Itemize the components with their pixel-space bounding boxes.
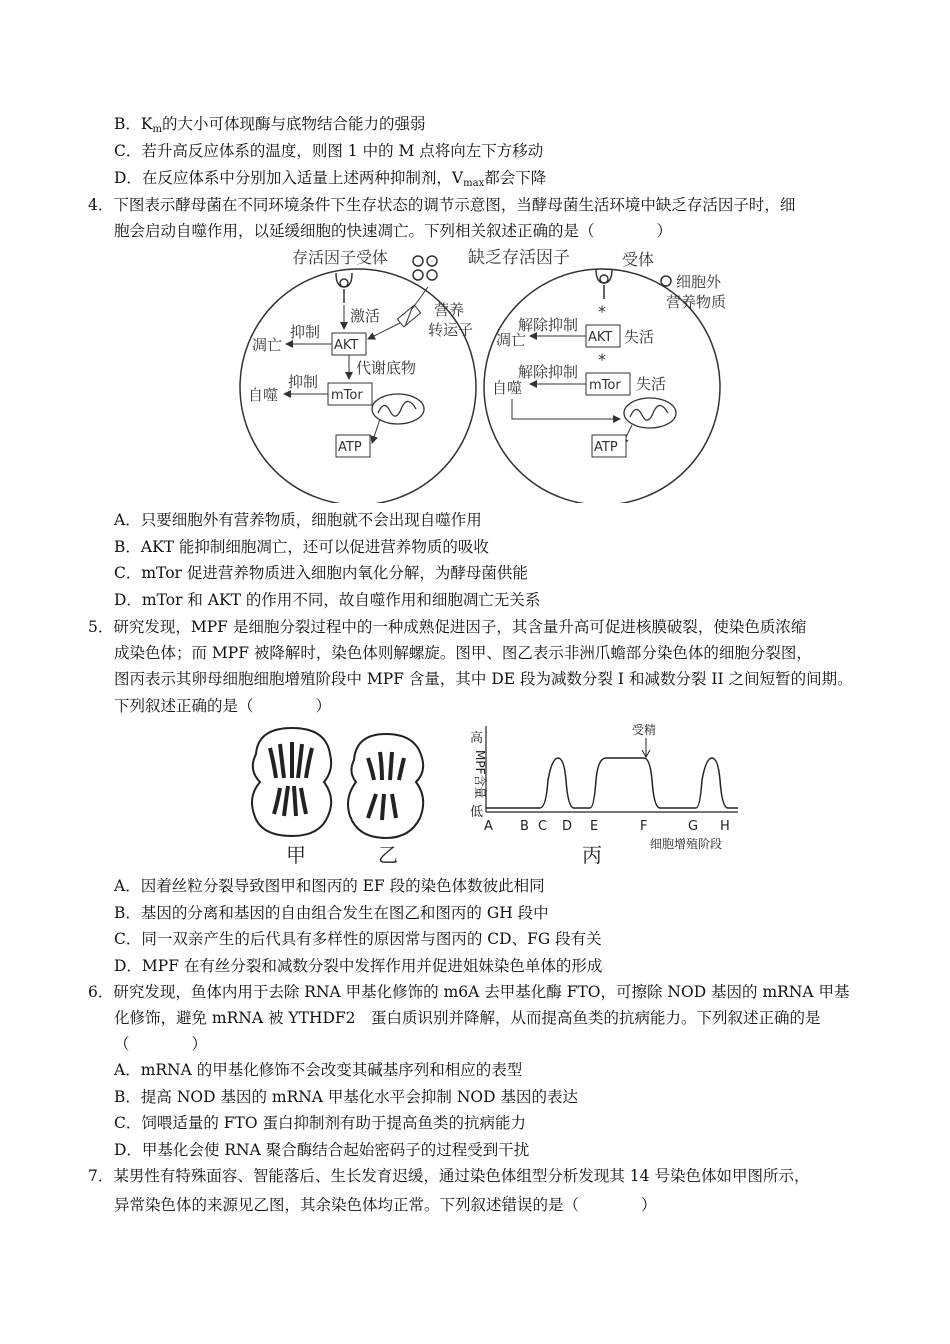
right-star-2: * — [598, 350, 606, 369]
q5-stem-line2: 成染色体；而 MPF 被降解时，染色体则解螺旋。图甲、图乙表示非洲爪蟾部分染色体的细胞分裂图， — [114, 644, 812, 662]
nutrient-transporter-icon — [397, 305, 420, 327]
cell-jia-drawing — [252, 728, 331, 836]
left-transporter-label-2: 转运子 — [428, 321, 474, 339]
q3-option-c[interactable]: C．若升高反应体系的温度，则图 1 中的 M 点将向左下方移动 — [114, 142, 544, 160]
left-inhibit-autophagy: 抑制 — [288, 373, 319, 391]
x-tick-C: C — [538, 819, 548, 834]
fertilization-label: 受精 — [632, 723, 657, 737]
x-tick-A: A — [484, 819, 493, 834]
q5-option-d[interactable]: D．MPF 在有丝分裂和减数分裂中发挥作用并促进姐妹染色单体的形成 — [114, 957, 603, 975]
label-jia: 甲 — [286, 843, 306, 867]
q5-option-a[interactable]: A．因着丝粒分裂导致图甲和图丙的 EF 段的染色体数彼此相同 — [114, 877, 545, 895]
label-yi: 乙 — [378, 843, 398, 867]
x-tick-E: E — [590, 819, 599, 834]
q5-option-b[interactable]: B．基因的分离和基因的自由组合发生在图乙和图丙的 GH 段中 — [114, 904, 549, 922]
q6-stem-line1: 6．研究发现，鱼体内用于去除 RNA 甲基化修饰的 m6A 去甲基化酶 FTO，可擦除 NOD 基因的 mRNA 甲基 — [88, 983, 850, 1001]
right-mtor-inactive: 失活 — [636, 375, 667, 393]
q6-option-d[interactable]: D．甲基化会使 RNA 聚合酶结合起始密码子的过程受到干扰 — [114, 1141, 530, 1159]
left-autophagy-label: 自噬 — [248, 386, 279, 404]
x-axis-label: 细胞增殖阶段 — [650, 837, 723, 851]
left-activate-label: 激活 — [350, 307, 381, 325]
q6-option-c[interactable]: C．饲喂适量的 FTO 蛋白抑制剂有助于提高鱼类的抗病能力 — [114, 1114, 527, 1132]
q3-option-d[interactable]: D．在反应体系中分别加入适量上述两种抑制剂，$V_{max}$都会下降 — [114, 169, 547, 189]
q5-stem-line3: 图丙表示其卵母细胞细胞增殖阶段中 MPF 含量，其中 DE 段为减数分裂 I 和减数分裂 II 之间短暂的间期。 — [114, 670, 853, 688]
right-title: 缺乏存活因子 — [468, 248, 570, 268]
q4-stem-line2: 胞会启动自噬作用，以延缓细胞的快速凋亡。下列相关叙述正确的是（ ） — [114, 222, 673, 240]
outside-nutrient-icon — [661, 276, 671, 286]
q4-option-c[interactable]: C．mTor 促进营养物质进入细胞内氧化分解，为酵母菌供能 — [114, 564, 528, 582]
right-akt-label: AKT — [588, 330, 613, 345]
right-star-1: * — [598, 302, 606, 321]
q4-option-a[interactable]: A．只要细胞外有营养物质，细胞就不会出现自噬作用 — [114, 511, 482, 529]
right-mtor-label: mTor — [589, 378, 621, 393]
q6-option-a[interactable]: A．mRNA 的甲基化修饰不会改变其碱基序列和相应的表型 — [114, 1061, 523, 1079]
y-high-label: 高 — [470, 731, 484, 746]
right-apoptosis-label: 凋亡 — [496, 331, 527, 349]
mpf-series-line — [486, 758, 738, 808]
mpf-chart — [470, 722, 738, 851]
right-mitochondrion-icon — [624, 398, 676, 428]
q5-stem-line1: 5．研究发现，MPF 是细胞分裂过程中的一种成熟促进因子，其含量升高可促进核膜破裂，使染色质浓缩 — [88, 618, 807, 636]
emphasis-word: · · 错误 — [502, 1196, 533, 1214]
right-autophagy-label: 自噬 — [492, 379, 523, 397]
q5-option-c[interactable]: C．同一双亲产生的后代具有多样性的原因常与图丙的 CD、FG 段有关 — [114, 930, 602, 948]
q4-stem-line1: 4．下图表示酵母菌在不同环境条件下生存状态的调节示意图，当酵母菌生活环境中缺乏存活因子时，细 — [88, 196, 796, 214]
right-relieve-apoptosis: 解除抑制 — [518, 316, 579, 334]
left-akt-label: AKT — [334, 338, 359, 353]
q7-stem-line2: 异常染色体的来源见乙图，其余染色体均正常。下列叙述· · 错误的是（ ） — [114, 1195, 657, 1215]
q3-option-b[interactable]: B．$K_m$的大小可体现酶与底物结合能力的强弱 — [114, 115, 426, 135]
cell-yi-drawing — [348, 734, 423, 838]
receptor-icon — [336, 273, 352, 303]
y-axis-label: MPF含量 — [473, 750, 487, 799]
left-metabolite-label: 代谢底物 — [356, 359, 417, 377]
y-low-label: 低 — [470, 805, 484, 820]
q4-figure-yeast-regulation — [230, 243, 750, 503]
x-tick-G: G — [688, 819, 699, 834]
q4-option-d[interactable]: D．mTor 和 AKT 的作用不同，故自噬作用和细胞凋亡无关系 — [114, 591, 541, 609]
outside-nutrient-label-1: 细胞外 — [676, 273, 722, 291]
x-tick-B: B — [520, 819, 529, 834]
left-atp-label: ATP — [338, 440, 362, 455]
left-inhibit-apoptosis: 抑制 — [290, 323, 321, 341]
left-apoptosis-label: 凋亡 — [252, 336, 283, 354]
right-relieve-autophagy: 解除抑制 — [518, 363, 579, 381]
q6-stem-line3: （ ） — [114, 1035, 208, 1053]
right-receptor-label: 受体 — [622, 250, 655, 269]
q6-option-b[interactable]: B．提高 NOD 基因的 mRNA 甲基化水平会抑制 NOD 基因的表达 — [114, 1088, 578, 1106]
right-receptor-icon — [596, 269, 612, 299]
q5-figure-cell-division — [240, 720, 770, 870]
left-receptor-title: 存活因子受体 — [292, 248, 389, 267]
x-tick-F: F — [640, 819, 648, 834]
left-transporter-label-1: 营养 — [434, 301, 465, 319]
label-bing: 丙 — [582, 843, 602, 867]
q7-stem-line1: 7．某男性有特殊面容、智能落后、生长发育迟缓，通过染色体组型分析发现其 14 号染色体如甲图所示， — [88, 1167, 810, 1185]
x-tick-H: H — [720, 819, 730, 834]
right-akt-inactive: 失活 — [624, 328, 655, 346]
outside-nutrient-label-2: 营养物质 — [666, 293, 727, 311]
left-mtor-label: mTor — [331, 388, 363, 403]
right-atp-label: ATP — [594, 440, 618, 455]
nutrient-particles-icon — [413, 256, 437, 280]
q6-stem-line2: 化修饰，避免 mRNA 被 YTHDF2 蛋白质识别并降解，从而提高鱼类的抗病能力。下列叙述正确的是 — [114, 1009, 821, 1027]
x-tick-D: D — [562, 819, 573, 834]
q4-option-b[interactable]: B．AKT 能抑制细胞凋亡，还可以促进营养物质的吸收 — [114, 538, 489, 556]
q5-stem-line4: 下列叙述正确的是（ ） — [114, 697, 332, 715]
